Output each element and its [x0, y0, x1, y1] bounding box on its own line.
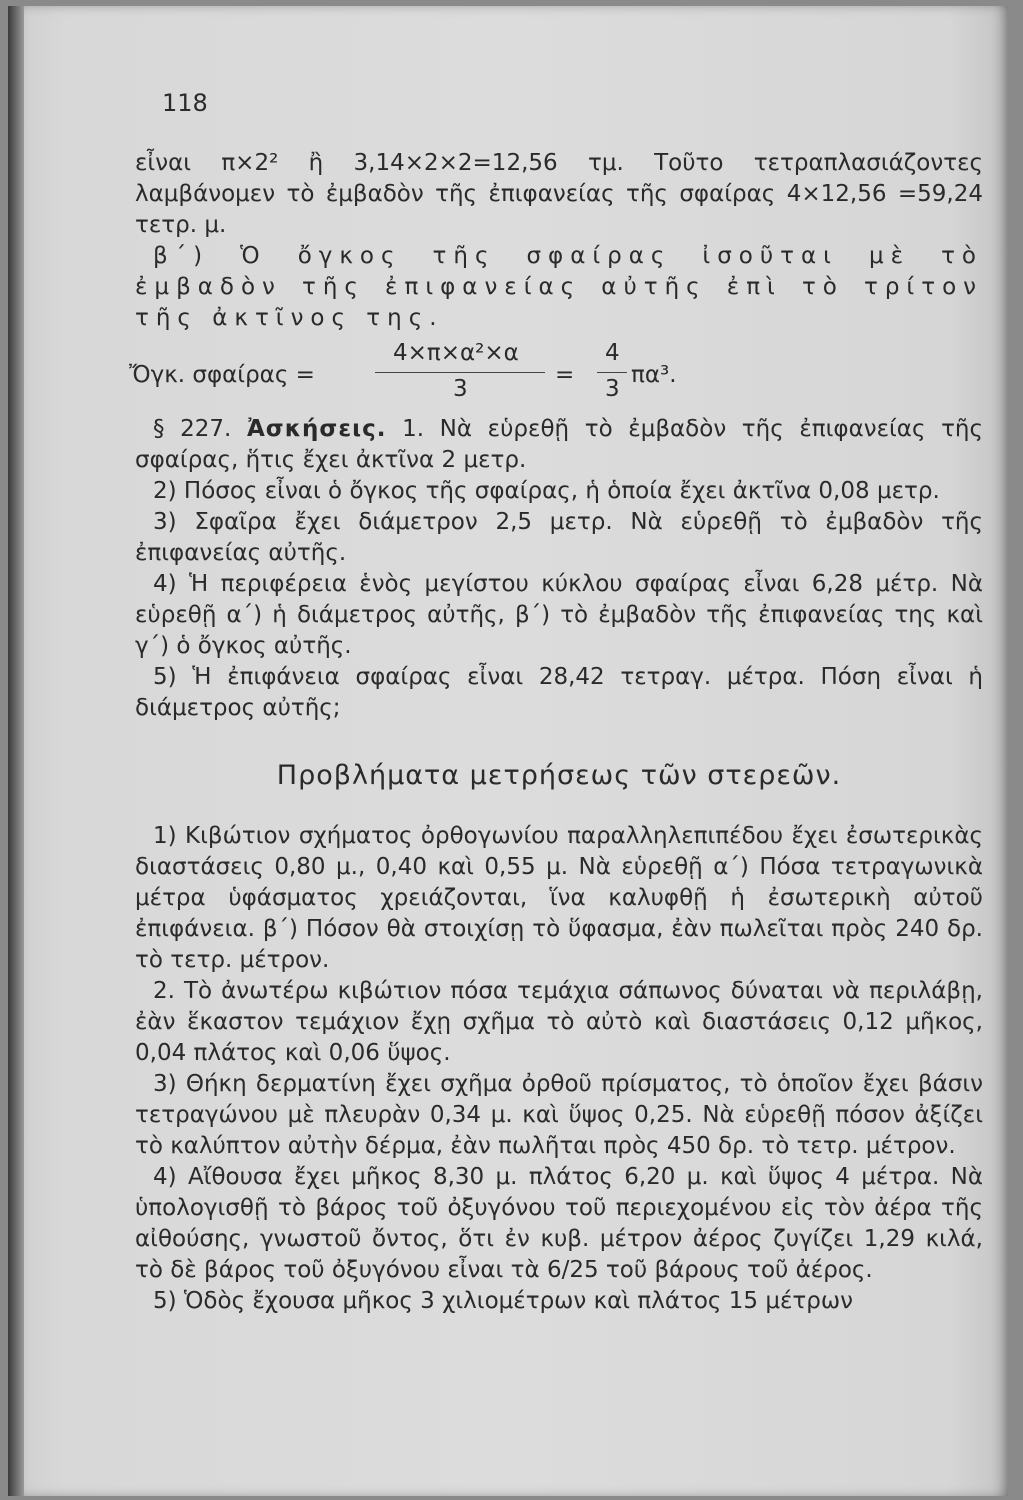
formula-denominator-1: 3: [453, 376, 468, 402]
fraction-bar-2: [597, 372, 627, 373]
problem-1: 1) Κιβώτιον σχήματος ὀρθογωνίου παραλληλεπιπέδου ἔχει ἐσωτερικὰς διαστάσεις 0,80 μ., 0,40 καὶ 0,55 μ. Νὰ εὑρεθῇ α΄) Πόσα τετραγωνικὰ μέτρα ὑφάσματος χρειάζονται, ἵνα καλυφθῇ ἡ ἐσωτερικὴ αὐτοῦ ἐπιφάνεια. β΄) Πόσον θὰ στοιχίσῃ τὸ ὕφασμα, ἐὰν πωλεῖται πρὸς 240 δρ. τὸ τετρ. μέτρον.: [135, 823, 983, 973]
section-heading: Προβλήματα μετρήσεως τῶν στερεῶν.: [276, 760, 842, 791]
exercise-4: 4) Ἡ περιφέρεια ἑνὸς μεγίστου κύκλου σφαίρας εἶναι 6,28 μέτρ. Νὰ εὑρεθῇ α΄) ἡ διάμετρος αὐτῆς, β΄) τὸ ἐμβαδὸν τῆς ἐπιφανείας της καὶ γ΄) ὁ ὄγκος αὐτῆς.: [135, 571, 983, 659]
page-spine-shadow: [8, 6, 24, 1496]
page-text-block: [129, 88, 984, 1317]
formula-equals: =: [555, 362, 575, 388]
problem-5: 5) Ὁδὸς ἔχουσα μῆκος 3 χιλιομέτρων καὶ πλάτος 15 μέτρων: [153, 1288, 853, 1314]
book-page: [8, 6, 1008, 1496]
exercise-3: 3) Σφαῖρα ἔχει διάμετρον 2,5 μετρ. Νὰ εὑρεθῇ τὸ ἐμβαδὸν τῆς ἐπιφανείας αὐτῆς.: [135, 509, 983, 566]
exercise-1-text: 1. Νὰ εὑρεθῇ τὸ ἐμβαδὸν τῆς ἐπιφανείας τῆς σφαίρας, ἥτις ἔχει ἀκτῖνα 2 μετρ.: [135, 416, 984, 473]
fraction-bar-1: [375, 372, 545, 373]
exercise-1: [135, 414, 983, 476]
paragraph-surface-area: εἶναι π×2² ἢ 3,14×2×2=12,56 τμ. Τοῦτο τετραπλασιάζοντες λαμβάνομεν τὸ ἐμβαδὸν τῆς ἐπιφανείας τῆς σφαίρας 4×12,56 =59,24 τετρ. μ.: [135, 150, 983, 238]
formula-denominator-2: 3: [605, 376, 620, 402]
page-number: 118: [162, 89, 208, 117]
section-number: § 227.: [153, 416, 232, 442]
formula-result: πα³.: [631, 362, 677, 388]
formula-lhs: Ὄγκ. σφαίρας =: [129, 362, 315, 388]
paragraph-volume-rule: β΄) Ὁ ὄγκος τῆς σφαίρας ἰσοῦται μὲ τὸ ἐμβαδὸν τῆς ἐπιφανείας αὐτῆς ἐπὶ τὸ τρίτον τῆς ἀκτῖνος της.: [135, 243, 983, 331]
exercise-2: 2) Πόσος εἶναι ὁ ὄγκος τῆς σφαίρας, ἡ ὁποία ἔχει ἀκτῖνα 0,08 μετρ.: [153, 478, 940, 504]
exercises-label: Ἀσκήσεις.: [246, 416, 387, 442]
problem-3: 3) Θήκη δερματίνη ἔχει σχῆμα ὀρθοῦ πρίσματος, τὸ ὁποῖον ἔχει βάσιν τετραγώνου μὲ πλευρὰν 0,34 μ. καὶ ὕψος 0,25. Νὰ εὑρεθῇ πόσον ἀξίζει τὸ καλύπτον αὐτὴν δέρμα, ἐὰν πωλῆται πρὸς 450 δρ. τὸ τετρ. μέτρον.: [135, 1071, 983, 1159]
formula-numerator-1: 4×π×α²×α: [393, 340, 519, 366]
problem-4: 4) Αἴθουσα ἔχει μῆκος 8,30 μ. πλάτος 6,20 μ. καὶ ὕψος 4 μέτρα. Νὰ ὑπολογισθῇ τὸ βάρος τοῦ ὀξυγόνου τοῦ περιεχομένου εἰς τὸν ἀέρα τῆς αἰθούσης, γνωστοῦ ὄντος, ὅτι ἐν κυβ. μέτρον ἀέρος ζυγίζει 1,29 κιλά, τὸ δὲ βάρος τοῦ ὀξυγόνου εἶναι τὰ 6/25 τοῦ βάρους τοῦ ἀέρος.: [135, 1164, 983, 1283]
exercise-5: 5) Ἡ ἐπιφάνεια σφαίρας εἶναι 28,42 τετραγ. μέτρα. Πόση εἶναι ἡ διάμετρος αὐτῆς;: [135, 664, 983, 721]
problem-2: 2. Τὸ ἀνωτέρω κιβώτιον πόσα τεμάχια σάπωνος δύναται νὰ περιλάβῃ, ἐὰν ἕκαστον τεμάχιον ἔχῃ σχῆμα τὸ αὐτὸ καὶ διαστάσεις 0,12 μῆκος, 0,04 πλάτος καὶ 0,06 ὕψος.: [135, 978, 983, 1066]
volume-formula: [129, 338, 983, 410]
formula-numerator-2: 4: [605, 340, 620, 366]
